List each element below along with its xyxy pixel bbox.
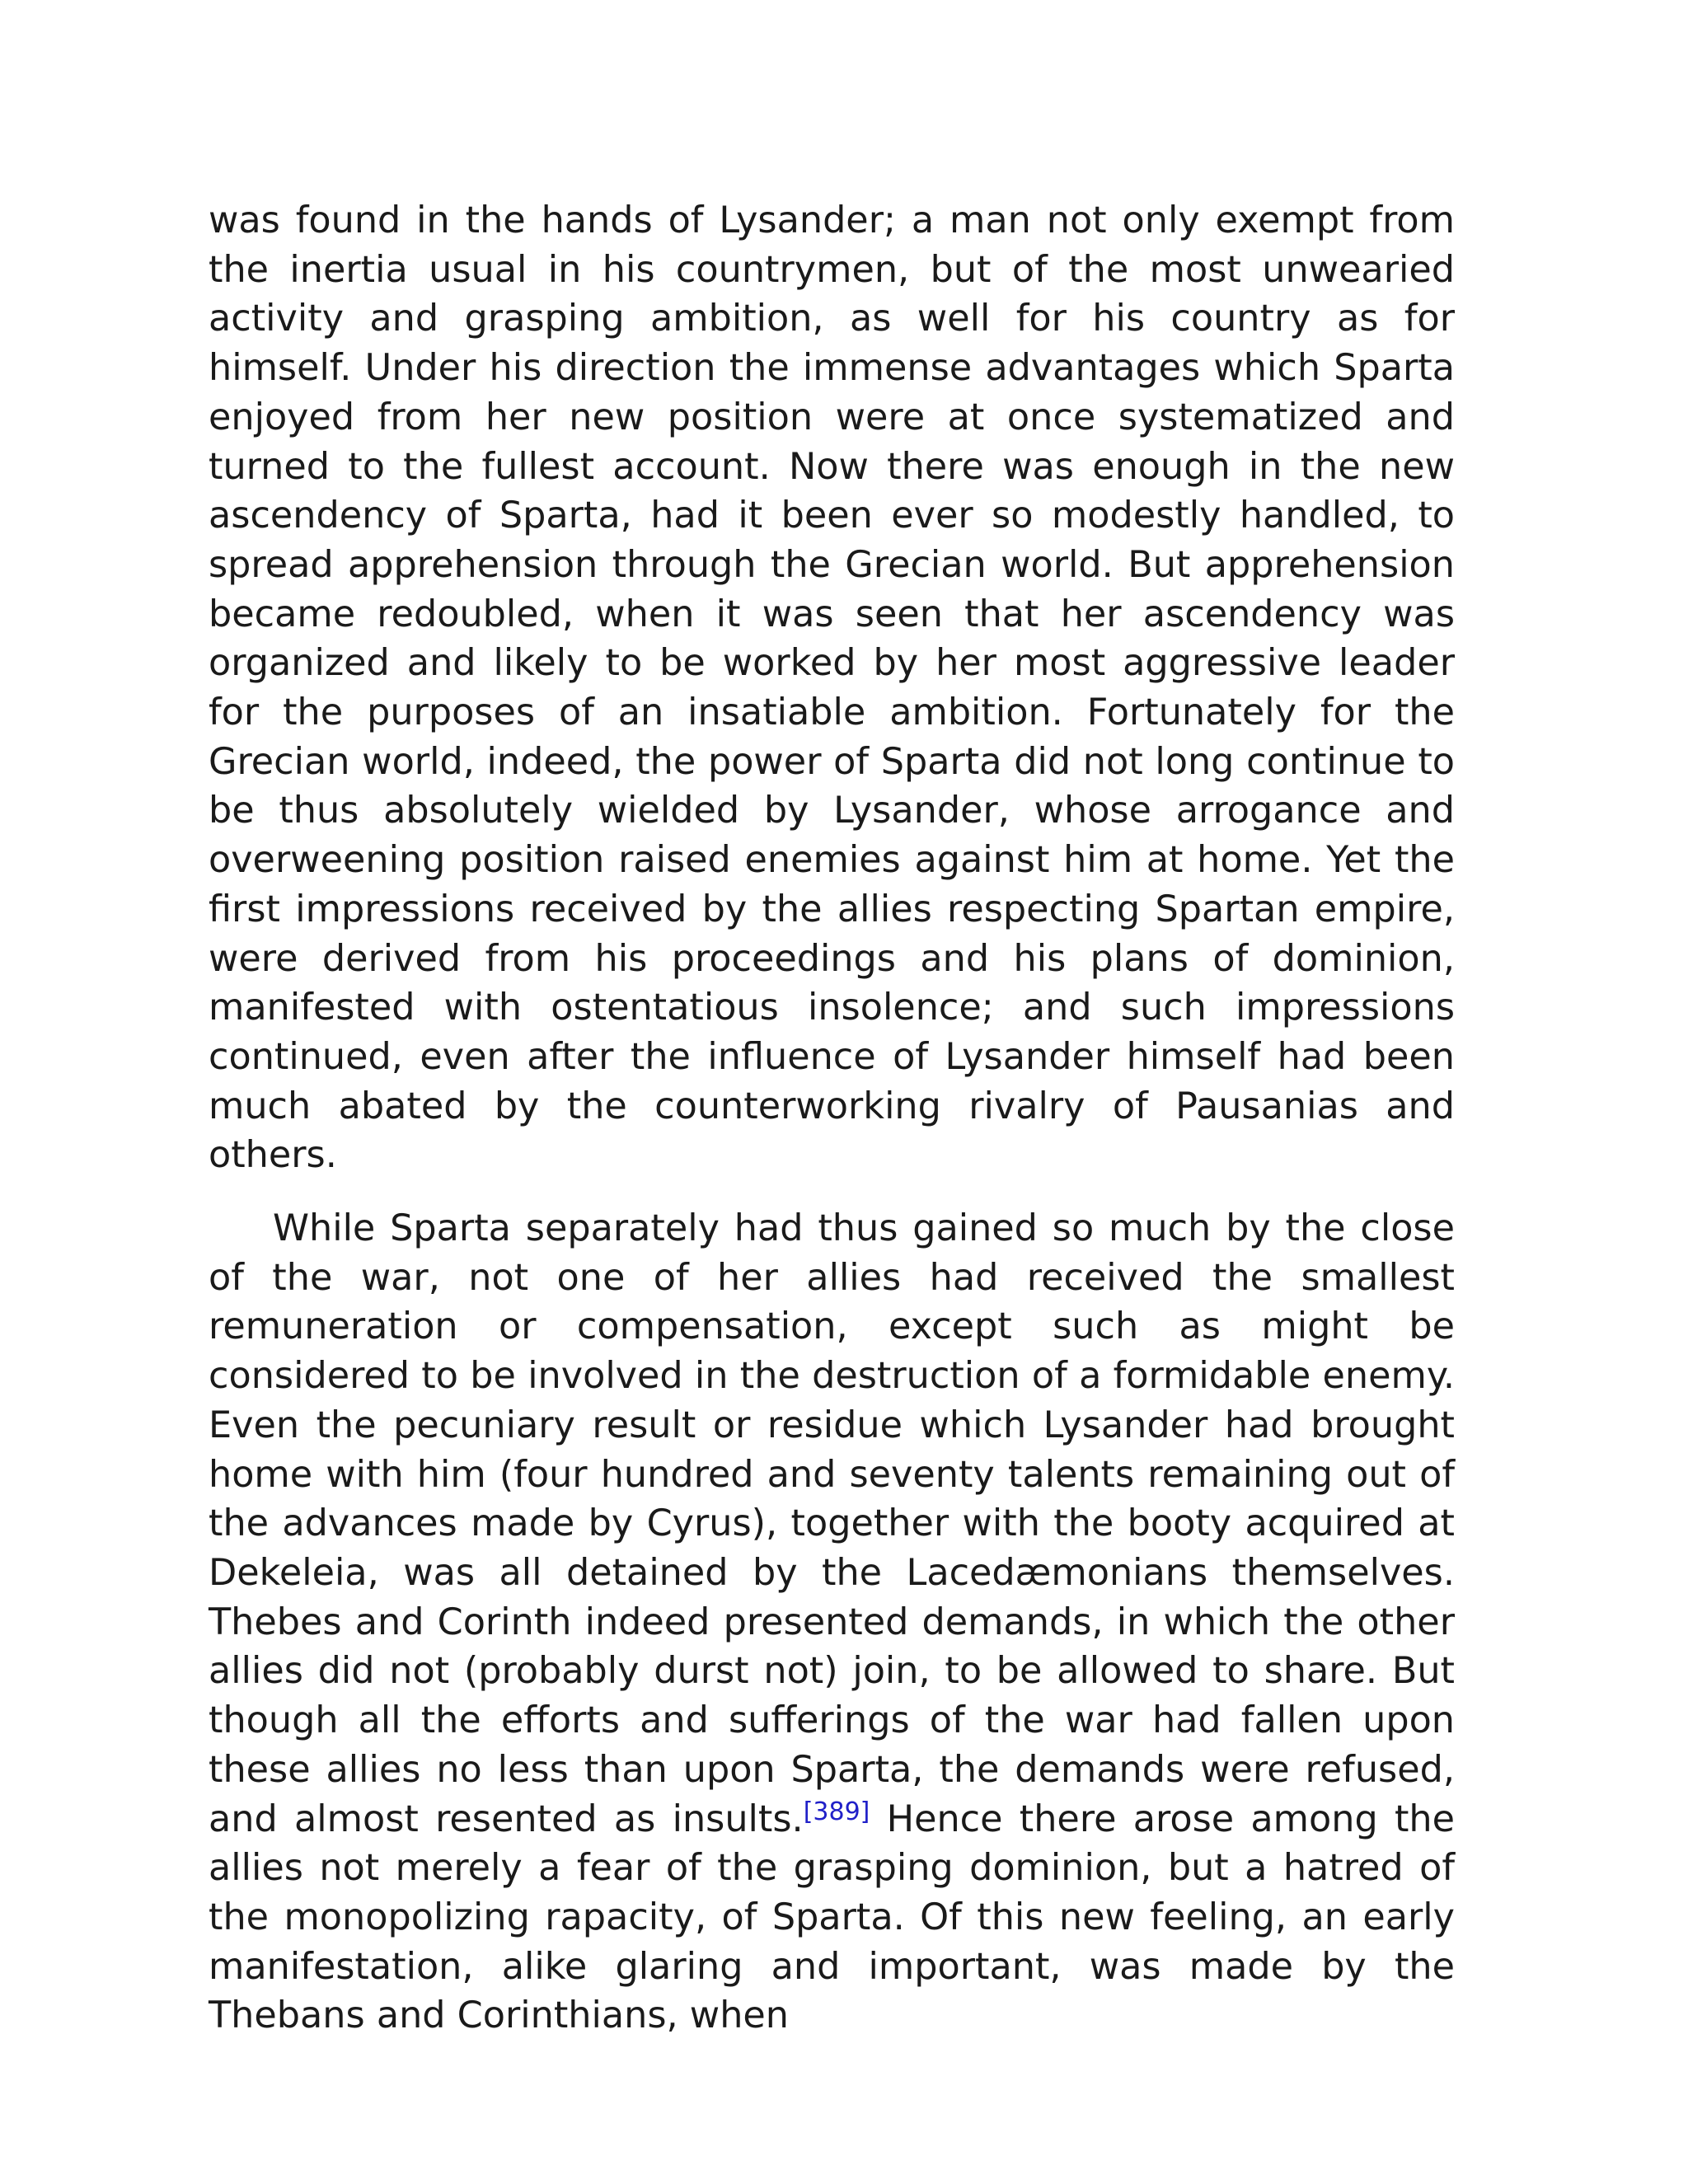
paragraph-text: Hence there arose among the allies not merely a fear of the grasping dominion, but a hatred of the monopolizing rapacity, of Sparta. Of this new feeling, an early manifestation, alike glaring and important, was made by the Thebans and Corinthians, when bbox=[209, 1797, 1455, 2037]
paragraph-lysander bbox=[209, 196, 1455, 1180]
document-page bbox=[209, 196, 1455, 2041]
paragraph-text: While Sparta separately had thus gained so much by the close of the war, not one of her allies had received the smallest remuneration or compensation, except such as might be considered to be involved in the destruction of a formidable enemy. Even the pecuniary result or residue which Lysander had brought home with him (four hundred and seventy talents remaining out of the advances made by Cyrus), together with the booty acquired at Dekeleia, was all detained by the Lacedæmonians themselves. Thebes and Corinth indeed presented demands, in which the other allies did not (probably durst not) join, to be allowed to share. But though all the efforts and sufferings of the war had fallen upon these allies no less than upon Sparta, the demands were refused, and almost resented as insults. bbox=[209, 1207, 1455, 1840]
footnote-link-389[interactable]: [389] bbox=[803, 1797, 870, 1826]
paragraph-allies bbox=[209, 1204, 1455, 2041]
paragraph-text: was found in the hands of Lysander; a man not only exempt from the inertia usual in his countrymen, but of the most unwearied activity and grasping ambition, as well for his country as for himself. Under his direction the immense advantages which Sparta enjoyed from her new position were at once systematized and turned to the fullest account. Now there was enough in the new ascendency of Sparta, had it been ever so modestly handled, to spread apprehension through the Grecian world. But apprehension became redoubled, when it was seen that her ascendency was organized and likely to be worked by her most aggressive leader for the purposes of an insatiable ambition. Fortunately for the Grecian world, indeed, the power of Sparta did not long continue to be thus absolutely wielded by Lysander, whose arrogance and overweening position raised enemies against him at home. Yet the first impressions received by the allies respecting Spartan empire, were derived from his proceedings and his plans of dominion, manifested with ostentatious insolence; and such impressions continued, even after the influence of Lysander himself had been much abated by the counterworking rivalry of Pausanias and others. bbox=[209, 199, 1455, 1177]
